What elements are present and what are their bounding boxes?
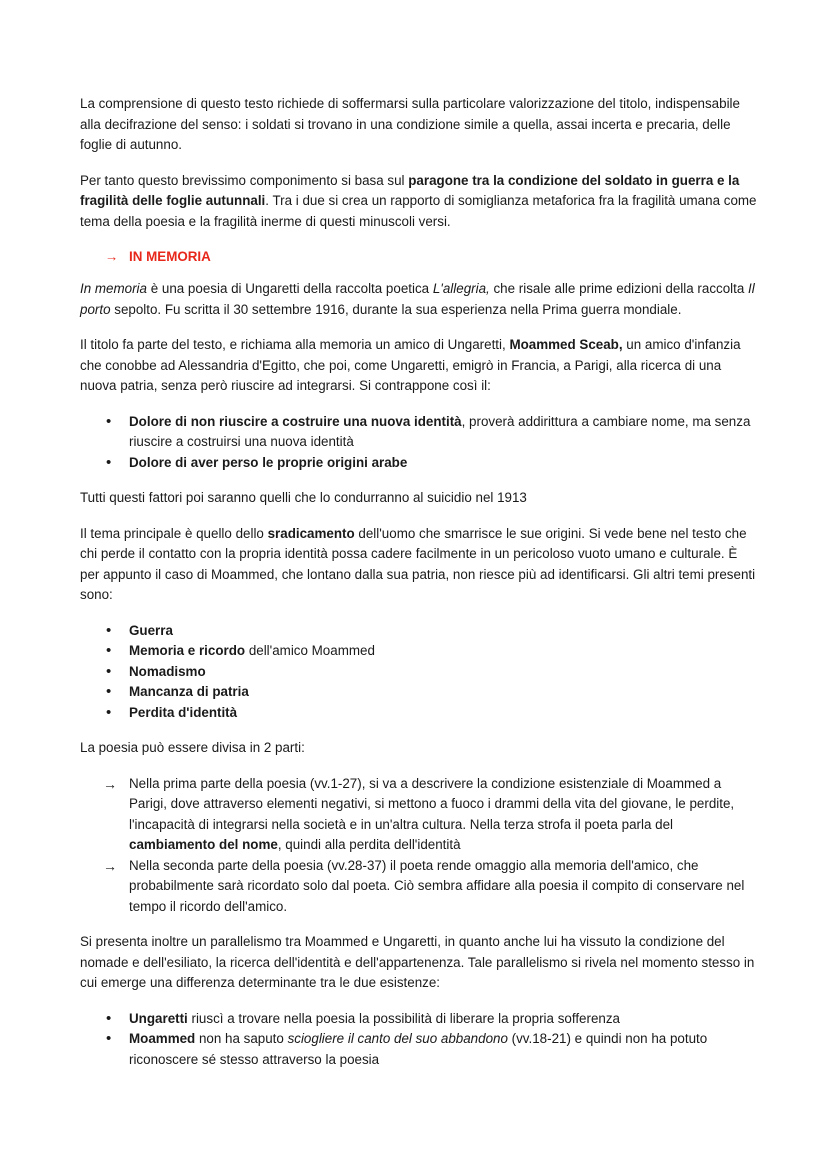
- paragraph-poem-info: In memoria è una poesia di Ungaretti della raccolta poetica L'allegria, che risale alle prime edizioni della raccolta Il porto sepolto. Fu scritta il 30 settembre 1916, durante la sua esperienza nella Prima guerra mondiale.: [80, 281, 755, 317]
- list-item: • Ungaretti riuscì a trovare nella poesia la possibilità di liberare la propria sofferenza: [80, 1009, 760, 1030]
- list-item: • Memoria e ricordo dell'amico Moammed: [80, 641, 760, 662]
- document-page: [80, 94, 760, 1085]
- list-item: → Nella seconda parte della poesia (vv.28-37) il poeta rende omaggio alla memoria dell'amico, che probabilmente sarà ricordato solo dal poeta. Ciò sembra affidare alla poesia il compito di conservare nel tempo il ricordo dell'amico.: [80, 856, 760, 918]
- arrow-right-icon: →: [105, 249, 119, 264]
- list-themes: [80, 621, 760, 724]
- list-sorrows: [80, 412, 760, 474]
- section-heading: [105, 247, 760, 267]
- paragraph-parts-intro: La poesia può essere divisa in 2 parti:: [80, 740, 305, 755]
- list-item: • Perdita d'identità: [80, 703, 760, 724]
- paragraph-main-theme: Il tema principale è quello dello sradicamento dell'uomo che smarrisce le sue origini. Si vede bene nel testo che chi perde il contatto con la propria identità possa cadere facilmente in un pericoloso vuoto umano e culturale. È per appunto il caso di Moammed, che lontano dalla sua patria, non riesce più ad identificarsi. Gli altri temi presenti sono:: [80, 525, 756, 602]
- section-title: IN MEMORIA: [129, 249, 211, 264]
- list-item: • Moammed non ha saputo sciogliere il canto del suo abbandono (vv.18-21) e quindi non ha potuto riconoscere sé stesso attraverso la poesia: [80, 1029, 760, 1070]
- paragraph-title-meaning: Il titolo fa parte del testo, e richiama alla memoria un amico di Ungaretti, Moammed Sceab, un amico d'infanzia che conobbe ad Alessandria d'Egitto, che poi, come Ungaretti, emigrò in Francia, a Parigi, alla ricerca di una nuova patria, senza però riuscire ad integrarsi. Si contrappone così il:: [80, 337, 741, 393]
- list-poem-parts: [80, 774, 760, 918]
- paragraph-intro: La comprensione di questo testo richiede di soffermarsi sulla particolare valorizzazione del titolo, indispensabile alla decifrazione del senso: i soldati si trovano in una condizione simile a quella, assai incerta e precaria, delle foglie di autunno.: [80, 96, 740, 152]
- list-item: → Nella prima parte della poesia (vv.1-27), si va a descrivere la condizione esistenziale di Moammed a Parigi, dove attraverso elementi negativi, si mettono a fuoco i drammi della vita del giovane, le perdite, l'incapacità di integrarsi nella società e in un'altra cultura. Nella terza strofa il poeta parla del cambiamento del nome, quindi alla perdita dell'identità: [80, 774, 760, 856]
- list-item: • Dolore di non riuscire a costruire una nuova identità, proverà addirittura a cambiare nome, ma senza riuscire a costruirsi una nuova identità: [80, 412, 760, 453]
- list-item: • Mancanza di patria: [80, 682, 760, 703]
- paragraph-suicide: Tutti questi fattori poi saranno quelli che lo condurranno al suicidio nel 1913: [80, 490, 527, 505]
- paragraph-comparison: Per tanto questo brevissimo componimento si basa sul paragone tra la condizione del soldato in guerra e la fragilità delle foglie autunnali. Tra i due si crea un rapporto di somiglianza metaforica fra la fragilità umana come tema della poesia e la fragilità inerme di questi minuscoli versi.: [80, 172, 757, 229]
- list-item: • Dolore di aver perso le proprie origini arabe: [80, 453, 760, 474]
- paragraph-parallelism: Si presenta inoltre un parallelismo tra Moammed e Ungaretti, in quanto anche lui ha vissuto la condizione del nomade e dell'esiliato, la ricerca dell'identità e dell'appartenenza. Tale parallelismo si rivela nel momento stesso in cui emerge una differenza determinante tra le due esistenze:: [80, 934, 755, 990]
- list-differences: [80, 1009, 760, 1071]
- list-item: • Nomadismo: [80, 662, 760, 683]
- list-item: • Guerra: [80, 621, 760, 642]
